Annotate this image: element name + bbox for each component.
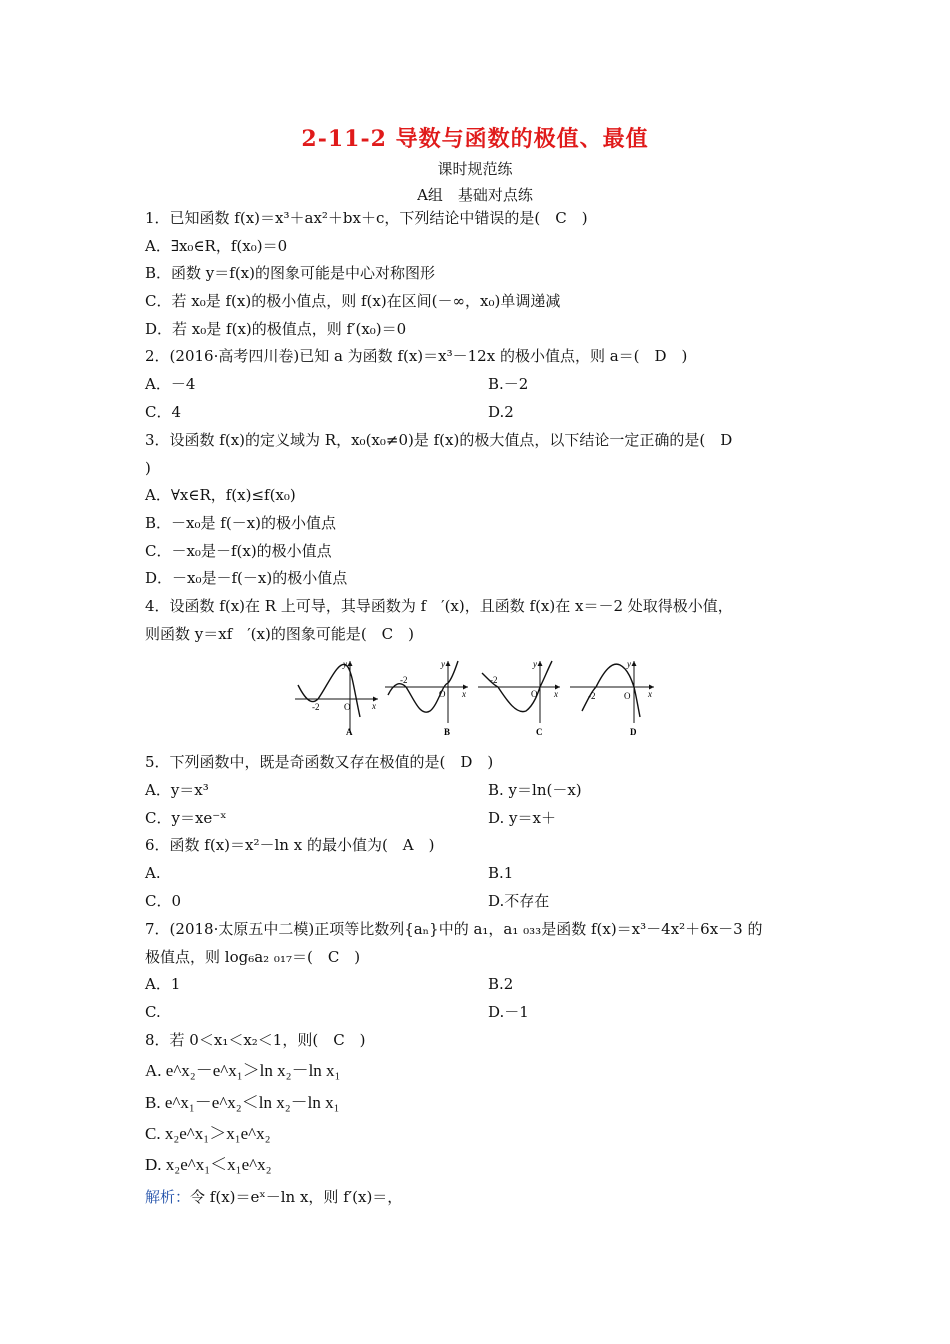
origin-label-c: O	[531, 689, 538, 699]
question-1: 1．已知函数 f(x)＝x³＋ax²＋bx＋c，下列结论中错误的是( C )	[145, 209, 588, 227]
origin-label-a: O	[344, 702, 351, 712]
question-8: 8．若 0＜x₁＜x₂＜1，则( C )	[145, 1031, 366, 1049]
graph-b	[385, 659, 468, 737]
graph-label-b: B	[444, 727, 451, 737]
origin-label-b: O	[439, 689, 446, 699]
solution-text: 令 f(x)＝eˣ－ln x，则 f′(x)＝，	[190, 1188, 403, 1206]
option-text: D.－1	[488, 1003, 529, 1021]
x-axis-label-a: x	[372, 701, 376, 711]
option-text: C．y＝xe⁻ˣ	[145, 809, 227, 827]
graph-label-d: D	[630, 727, 637, 737]
x-axis-label-c: x	[554, 689, 558, 699]
question-2: 2．(2016·高考四川卷)已知 a 为函数 f(x)＝x³－12x 的极小值点，则 a＝( D )	[145, 347, 688, 365]
option-text: C．0	[145, 892, 182, 910]
y-axis-label-b: y	[441, 659, 445, 669]
solution-line	[145, 1187, 402, 1207]
option-text: C．若 x₀是 f(x)的极小值点，则 f(x)在区间(－∞，x₀)单调递减	[145, 292, 561, 310]
option-text: C. x₂e^x₁＞x₁e^x₂	[145, 1124, 271, 1143]
tick-label-a: -2	[312, 702, 320, 712]
question-3: 3．设函数 f(x)的定义域为 R，x₀(x₀≠0)是 f(x)的极大值点，以下结论一定正确的是( D	[145, 431, 733, 449]
option-text: D.2	[488, 403, 514, 421]
option-text: A．∃x₀∈R，f(x₀)＝0	[145, 237, 288, 255]
question-7: 7．(2018·太原五中二模)正项等比数列{aₙ}中的 a₁，a₁ ₀₃₃是函数 f(x)＝x³－4x²＋6x－3 的	[145, 920, 763, 938]
graph-label-c: C	[536, 727, 543, 737]
option-text: C．－x₀是－f(x)的极小值点	[145, 542, 332, 560]
y-axis-label-d: y	[627, 659, 631, 669]
tick-label-b: -2	[400, 675, 408, 685]
option-text: A. e^x₂－e^x₁＞ln x₂－ln x₁	[145, 1061, 341, 1080]
option-text: B．－x₀是 f(－x)的极小值点	[145, 514, 336, 532]
option-text: B．函数 y＝f(x)的图象可能是中心对称图形	[145, 264, 435, 282]
question-7-line2: 极值点，则 log₆a₂ ₀₁₇＝( C )	[145, 948, 361, 966]
option-text: A.	[145, 864, 161, 882]
option-text: D．若 x₀是 f(x)的极值点，则 f′(x₀)＝0	[145, 320, 407, 338]
option-text: B.1	[488, 864, 514, 882]
graph-a	[295, 659, 378, 737]
x-axis-label-b: x	[462, 689, 466, 699]
question-3-end: )	[145, 459, 151, 477]
option-text: D. x₂e^x₁＜x₁e^x₂	[145, 1155, 272, 1174]
solution-label: 解析：	[145, 1188, 191, 1206]
y-axis-label-a: y	[343, 659, 347, 669]
tick-label-c: -2	[490, 675, 498, 685]
option-text: A．－4	[145, 375, 196, 393]
option-text: A．1	[145, 975, 181, 993]
y-axis-label-c: y	[533, 659, 537, 669]
option-text: D．－x₀是－f(－x)的极小值点	[145, 569, 348, 587]
graph-label-a: A	[346, 727, 353, 737]
option-text: B.2	[488, 975, 514, 993]
question-4: 4．设函数 f(x)在 R 上可导，其导函数为 f ′(x)，且函数 f(x)在 x＝－2 处取得极小值，	[145, 597, 733, 615]
tick-label-d: -2	[588, 691, 596, 701]
option-text: D.不存在	[488, 892, 550, 910]
option-text: C．4	[145, 403, 182, 421]
option-text: D. y＝x＋	[488, 809, 556, 827]
question-4-line2: 则函数 y＝xf ′(x)的图象可能是( C )	[145, 625, 415, 643]
question-5: 5．下列函数中，既是奇函数又存在极值的是( D )	[145, 753, 494, 771]
group-heading: A组 基础对点练	[417, 186, 533, 204]
page-title: 2-11-2 导数与函数的极值、最值	[301, 126, 649, 152]
option-text: A．y＝x³	[145, 781, 209, 799]
option-text: C.	[145, 1003, 161, 1021]
subtitle: 课时规范练	[437, 160, 513, 178]
origin-label-d: O	[624, 691, 631, 701]
option-text: B. e^x₁－e^x₂＜ln x₂－ln x₁	[145, 1093, 340, 1112]
graph-options-figure	[290, 655, 660, 740]
option-text: B. y＝ln(－x)	[488, 781, 582, 799]
graph-d	[570, 659, 654, 737]
x-axis-label-d: x	[648, 689, 652, 699]
option-text: A．∀x∈R，f(x)≤f(x₀)	[145, 486, 296, 504]
graph-c	[478, 659, 560, 737]
question-6: 6．函数 f(x)＝x²－ln x 的最小值为( A )	[145, 836, 435, 854]
option-text: B.－2	[488, 375, 529, 393]
